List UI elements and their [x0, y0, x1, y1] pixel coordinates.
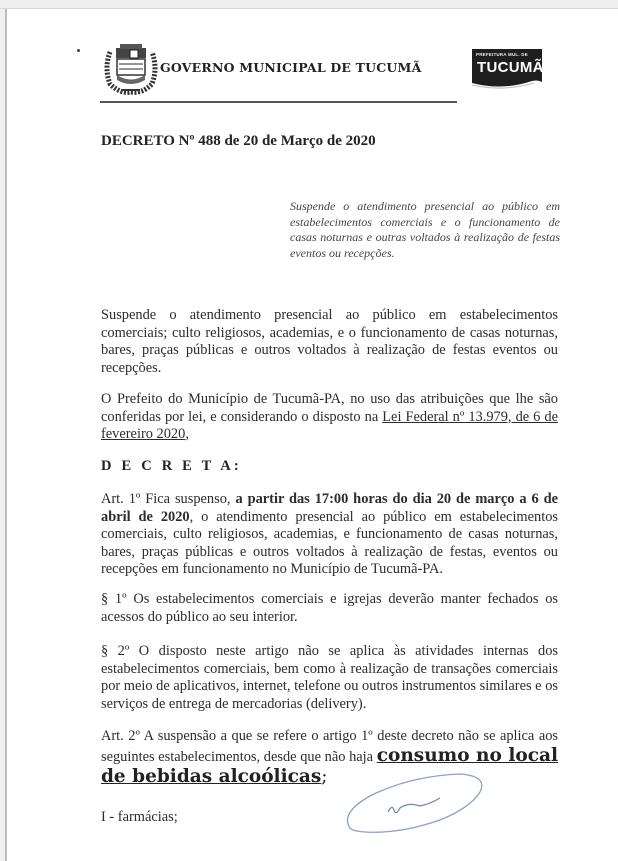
- logo-wave-icon: [472, 79, 546, 91]
- preamble-paragraph: [101, 391, 558, 444]
- paragraph-2: § 2º O disposto neste artigo não se aplica às atividades internas dos estabelecimentos comerciais, bem como à realização de transações comerciais por meio de aplicativos, internet, telefone ou outros instrumentos similares e os serviços de entrega de mercadorias (delivery).: [101, 643, 558, 712]
- decree-summary: Suspende o atendimento presencial ao público em estabelecimentos comerciais e o funcionamento de casas noturnas e outras voltados à realização de festas eventos ou recepções.: [290, 199, 560, 260]
- logo-main-text: TUCUMÃ: [477, 59, 544, 76]
- preamble-text: O Prefeito do Município de Tucumã-PA, no uso das atribuições que lhe são conferidas por lei, e considerando o disposto na: [101, 391, 558, 425]
- municipal-coat-of-arms-icon: [100, 38, 162, 96]
- article-1: [101, 491, 558, 579]
- page-left-edge: [0, 9, 7, 861]
- prefeitura-logo: [472, 49, 546, 95]
- alcohol-consumption-emphasis: consumo no local de bebidas alcoólicas: [101, 745, 558, 787]
- preamble-suffix: ,: [185, 426, 189, 442]
- scan-speck: [77, 49, 80, 52]
- law-reference: Lei Federal nº 13.979, de 6 de fevereiro 2020: [101, 408, 558, 442]
- header-divider: [100, 101, 457, 103]
- article-1-lead: Art. 1º Fica suspenso,: [101, 491, 236, 507]
- intro-paragraph: Suspende o atendimento presencial ao público em estabelecimentos comerciais; culto religiosos, academias, e o funcionamento de casas noturnas, bares, praças públicas e outros voltados à realização de festas eventos ou recepções.: [101, 307, 558, 376]
- item-1: I - farmácias;: [101, 809, 178, 825]
- paragraph-1: § 1º Os estabelecimentos comerciais e igrejas deverão manter fechados os acessos do público ao seu interior.: [101, 591, 558, 625]
- decreta-heading: D E C R E T A:: [101, 458, 242, 474]
- logo-top-text: PREFEITURA MUL. DE: [476, 52, 528, 57]
- handwritten-signature: [340, 768, 490, 836]
- article-1-text: , o atendimento presencial ao público em estabelecimentos comerciais, culto religiosos, academias, e funcionamento de casas noturnas, bares, praças públicas e outros voltados à realização de festas, eventos ou recepções em funcionamento no Município de Tucumã-PA.: [101, 508, 559, 577]
- article-2-lead: Art. 2º A suspensão a que se refere o artigo 1º deste decreto não se aplica aos seguintes estabelecimentos, desde que não haja: [101, 728, 558, 765]
- article-2-suffix: ;: [321, 766, 328, 787]
- government-title: GOVERNO MUNICIPAL DE TUCUMÃ: [160, 60, 422, 75]
- viewer-top-bar: [0, 0, 618, 9]
- article-1-period: a partir das 17:00 horas do dia 20 de março a 6 de abril de 2020: [101, 491, 558, 525]
- decree-title: DECRETO Nº 488 de 20 de Março de 2020: [101, 133, 376, 149]
